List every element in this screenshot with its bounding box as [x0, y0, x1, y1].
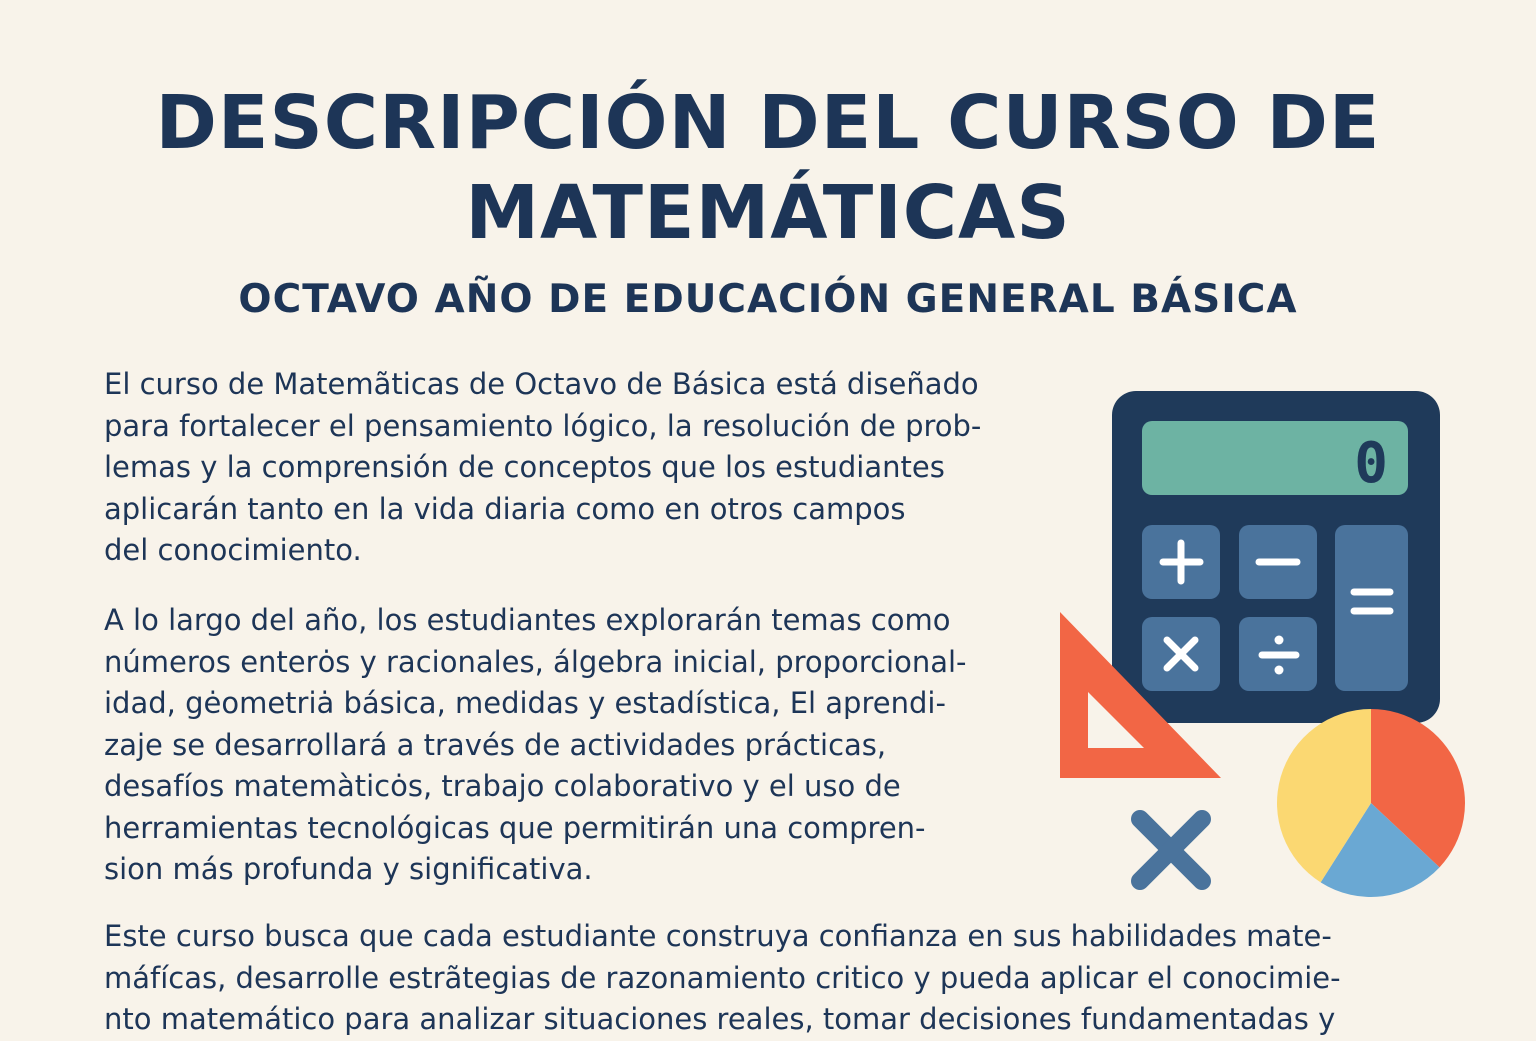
paragraph-line: idad, gėometriȧ básica, medidas y estadística, El aprendi-: [104, 686, 946, 720]
math-illustration: [1040, 380, 1480, 910]
paragraph-line: números enterȯs y racionales, álgebra inicial, proporcional-: [104, 644, 967, 679]
paragraph-line: Este curso busca que cada estudiante construya confianza en sus habilidades mate-: [104, 919, 1332, 953]
paragraph-line: desafíos matemàticȯs, trabajo colaborativo y el uso de: [104, 769, 901, 803]
paragraph-line: lemas y la comprensión de conceptos que los estudiantes: [104, 450, 945, 484]
divide-icon: [1275, 636, 1284, 645]
paragraph-line: zaje se desarrollará a través de actividades prácticas,: [104, 727, 887, 762]
pie-chart-icon: [1277, 709, 1465, 897]
paragraph-line: A lo largo del año, los estudiantes explorarán temas como: [104, 603, 951, 637]
paragraph-line: aplicarán tanto en la vida diaria como en otros campos: [104, 491, 906, 526]
paragraph-line: nto matemático para analizar situaciones reales, tomar decisiones fundamentadas y: [104, 1002, 1336, 1036]
calculator-icon: [1112, 391, 1440, 723]
divide-icon: [1275, 666, 1284, 675]
paragraph-line: sion más profunda y significativa.: [104, 852, 593, 886]
goals-paragraph: [104, 916, 1341, 1041]
paragraph-line: El curso de Matemãticas de Octavo de Básica está diseñado: [104, 367, 979, 401]
title-line-2: MATEMÁTICAS: [465, 170, 1071, 256]
cross-icon: [1140, 819, 1202, 881]
intro-paragraph: [104, 364, 981, 572]
paragraph-line: herramientas tecnológicas que permitirán una compren-: [104, 810, 926, 845]
title-line-1: DESCRIPCIÓN DEL CURSO DE: [155, 80, 1381, 166]
paragraph-line: del conocimiento.: [104, 533, 362, 567]
calculator-display-value: 0: [1354, 431, 1388, 496]
topics-paragraph: [104, 600, 967, 891]
paragraph-line: máfícas, desarrolle estrãtegias de razonamiento critico y pueda aplicar el conocimie-: [104, 960, 1341, 995]
page-title: [0, 78, 1536, 258]
page-subtitle: OCTAVO AÑO DE EDUCACIÓN GENERAL BÁSICA: [238, 277, 1298, 322]
paragraph-line: para fortalecer el pensamiento lógico, la resolución de prob-: [104, 408, 982, 443]
